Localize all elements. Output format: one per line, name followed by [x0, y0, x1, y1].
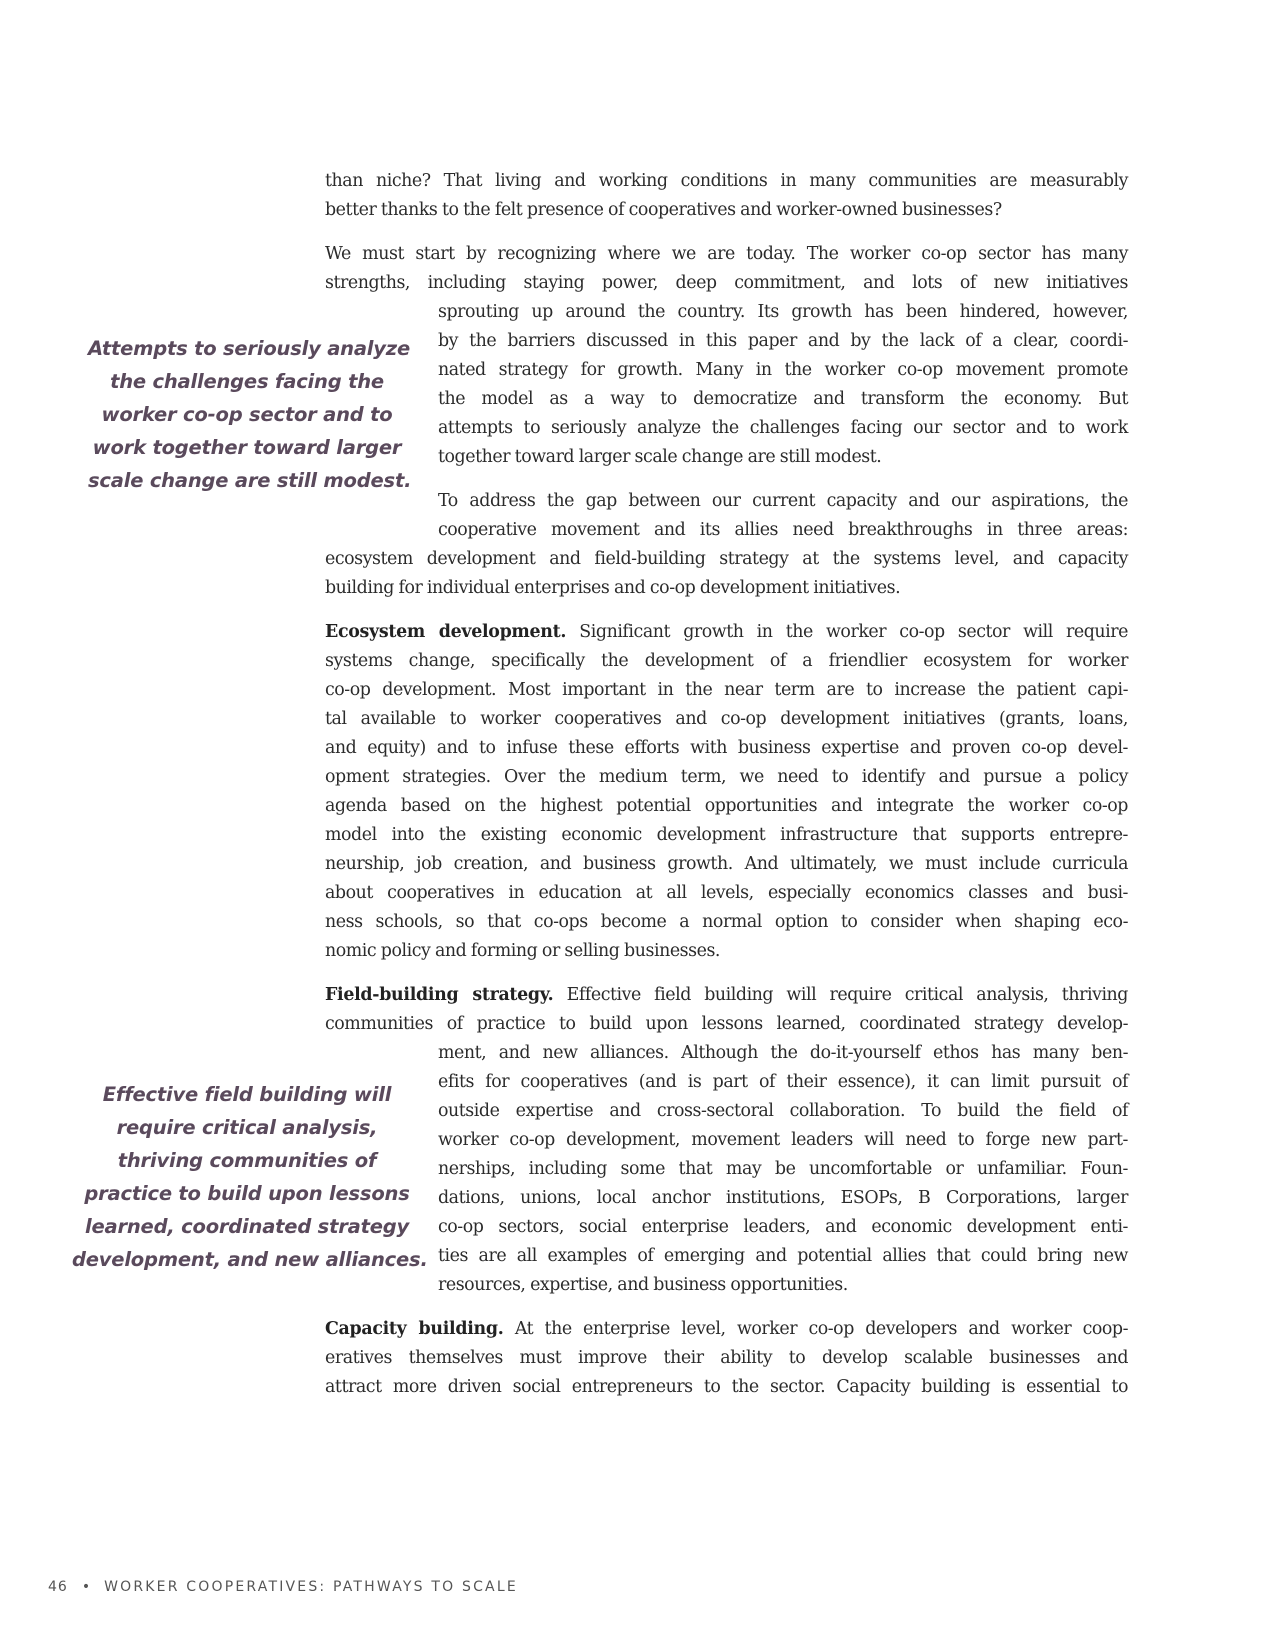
section-heading-field-building: Field-building strategy.: [325, 985, 554, 1005]
body-line: communities of practice to build upon lessons learned, coordinated strategy develop-: [325, 1014, 1128, 1034]
pull-quote-line: development, and new alliances.: [72, 1248, 428, 1271]
body-line: co-op development. Most important in the near term are to increase the patient capi-: [325, 680, 1128, 700]
body-line: ness schools, so that co-ops become a normal option to consider when shaping eco-: [325, 912, 1128, 932]
section-heading-ecosystem: Ecosystem development.: [325, 622, 567, 642]
pull-quote-line: work together toward larger: [92, 436, 402, 459]
section-field-building-first-line: Field-building strategy. Effective field building will require critical analysis, thriving: [325, 985, 1128, 1005]
page-number: 46: [48, 1579, 68, 1595]
body-line: about cooperatives in education at all levels, especially economics classes and busi-: [325, 883, 1128, 903]
body-line: by the barriers discussed in this paper and by the lack of a clear, coordi-: [438, 331, 1128, 351]
body-line: To address the gap between our current capacity and our aspirations, the: [438, 491, 1128, 511]
running-title: WORKER COOPERATIVES: PATHWAYS TO SCALE: [104, 1579, 518, 1595]
body-line: attempts to seriously analyze the challenges facing our sector and to work: [438, 418, 1128, 438]
pull-quote-line: thriving communities of: [117, 1149, 377, 1172]
body-line: strengths, including staying power, deep commitment, and lots of new initiatives: [325, 273, 1128, 293]
body-line: efits for cooperatives (and is part of their essence), it can limit pursuit of: [438, 1072, 1128, 1092]
pull-quote-line: scale change are still modest.: [88, 469, 412, 492]
pull-quote-line: Effective field building will: [102, 1083, 392, 1106]
body-line: co-op sectors, social enterprise leaders, and economic development enti-: [438, 1217, 1128, 1237]
pull-quote-line: learned, coordinated strategy: [84, 1215, 409, 1238]
body-line: the model as a way to democratize and transform the economy. But: [438, 389, 1128, 409]
bullet-separator: •: [81, 1579, 91, 1595]
body-line: systems change, specifically the development of a friendlier ecosystem for worker: [325, 651, 1128, 671]
body-line: ties are all examples of emerging and potential allies that could bring new: [438, 1246, 1128, 1266]
body-line: together toward larger scale change are still modest.: [438, 447, 882, 467]
pull-quote-line: practice to build upon lessons: [84, 1182, 410, 1205]
body-line: tal available to worker cooperatives and co-op development initiatives (grants, loans,: [325, 709, 1128, 729]
body-line: outside expertise and cross-sectoral collaboration. To build the field of: [438, 1101, 1128, 1121]
body-line: dations, unions, local anchor institutions, ESOPs, B Corporations, larger: [438, 1188, 1128, 1208]
body-line: model into the existing economic development infrastructure that supports entrepre-: [325, 825, 1128, 845]
body-line: cooperative movement and its allies need breakthroughs in three areas:: [438, 520, 1128, 540]
section-capacity-first-line: Capacity building. At the enterprise level, worker co-op developers and worker coop-: [325, 1319, 1129, 1339]
body-line: building for individual enterprises and co-op development initiatives.: [325, 578, 901, 598]
body-line: nated strategy for growth. Many in the worker co-op movement promote: [438, 360, 1128, 380]
body-line: We must start by recognizing where we are today. The worker co-op sector has many: [325, 244, 1128, 264]
body-line: ment, and new alliances. Although the do-it-yourself ethos has many ben-: [438, 1043, 1128, 1063]
section-ecosystem-first-line: Ecosystem development. Significant growth in the worker co-op sector will require: [325, 622, 1128, 642]
body-line: neurship, job creation, and business growth. And ultimately, we must include curricula: [325, 854, 1128, 874]
pull-quote: [72, 1078, 428, 1276]
body-line: than niche? That living and working conditions in many communities are measurably: [325, 171, 1128, 191]
body-line: nerships, including some that may be uncomfortable or unfamiliar. Foun-: [438, 1159, 1128, 1179]
pull-quote-line: require critical analysis,: [116, 1116, 378, 1139]
pull-quote-line: Attempts to seriously analyze: [88, 337, 410, 360]
body-line: ecosystem development and field-building strategy at the systems level, and capacity: [325, 549, 1128, 569]
body-line: attract more driven social entrepreneurs to the sector. Capacity building is essential to: [325, 1377, 1128, 1397]
body-line: resources, expertise, and business opportunities.: [438, 1275, 848, 1295]
body-line: nomic policy and forming or selling businesses.: [325, 941, 721, 961]
body-line: sprouting up around the country. Its growth has been hindered, however,: [438, 302, 1128, 322]
pull-quote-line: worker co-op sector and to: [101, 403, 393, 426]
body-line: and equity) and to infuse these efforts with business expertise and proven co-op devel-: [325, 738, 1128, 758]
body-line: better thanks to the felt presence of cooperatives and worker-owned businesses?: [325, 200, 1002, 220]
body-line: worker co-op development, movement leaders will need to forge new part-: [438, 1130, 1128, 1150]
pull-quote-line: the challenges facing the: [110, 370, 384, 393]
body-line: agenda based on the highest potential opportunities and integrate the worker co-op: [325, 796, 1128, 816]
pull-quote: [88, 332, 412, 497]
body-line: eratives themselves must improve their ability to develop scalable businesses and: [325, 1348, 1128, 1368]
body-line: opment strategies. Over the medium term, we need to identify and pursue a policy: [325, 767, 1128, 787]
page-footer: [48, 1579, 518, 1595]
section-heading-capacity: Capacity building.: [325, 1319, 504, 1339]
